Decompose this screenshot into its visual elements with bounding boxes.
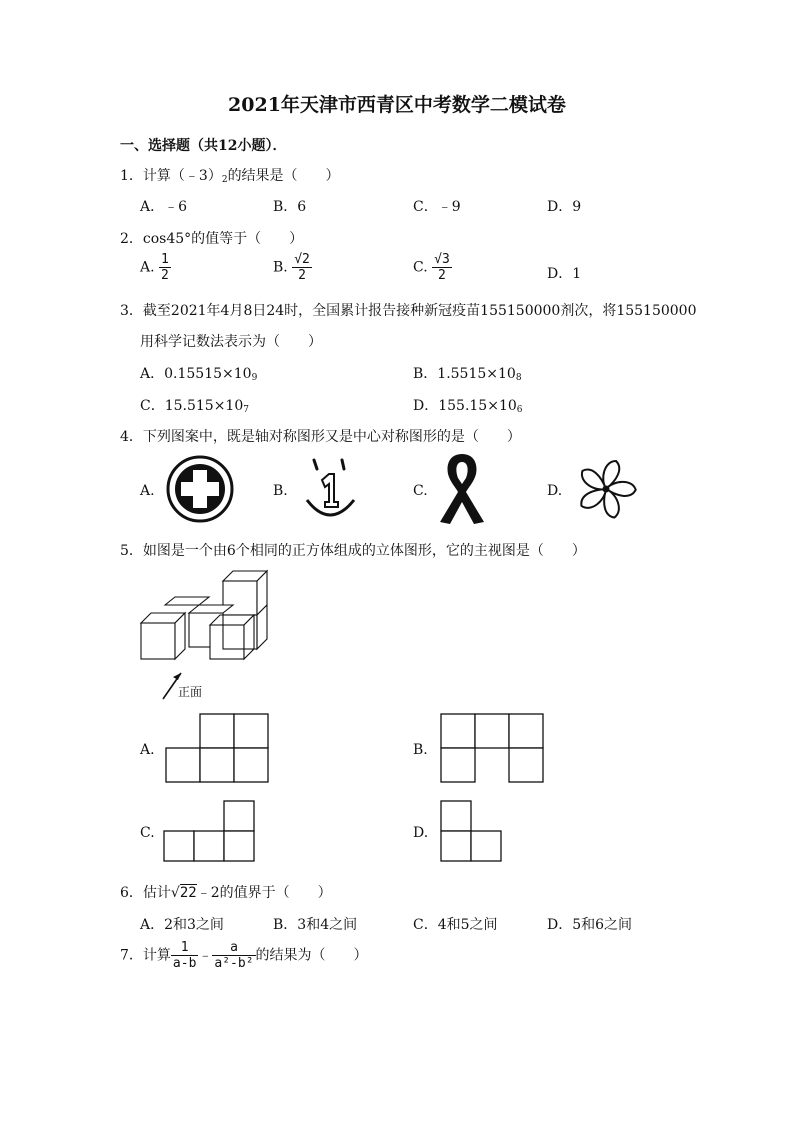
q7-minus: ﹣ bbox=[198, 947, 213, 964]
q2-c-fraction bbox=[432, 252, 452, 283]
q2-option-a bbox=[140, 252, 171, 283]
q5-option-d-label: D. bbox=[413, 825, 429, 841]
q5-option-a-label: A. bbox=[140, 742, 155, 758]
q4-option-d-label: D. bbox=[547, 483, 563, 499]
q6-post: ﹣2的值界于（ ） bbox=[196, 885, 332, 901]
question-2-stem: 2．cos45°的值等于（ ） bbox=[120, 231, 304, 247]
q5-option-a-view bbox=[165, 713, 271, 785]
q7-f1-num: 1 bbox=[171, 940, 198, 956]
q5-option-b-view bbox=[440, 713, 546, 785]
q7-post: 的结果为（ ） bbox=[255, 947, 368, 964]
q3-c-exp: 7 bbox=[243, 405, 249, 415]
q4-option-c-label: C. bbox=[413, 483, 428, 499]
q7-f2-num: a bbox=[212, 940, 255, 956]
q1-option-d: D．9 bbox=[547, 199, 582, 215]
q6-option-d: D．5和6之间 bbox=[547, 917, 633, 933]
q5-front-label: 正面 bbox=[178, 685, 203, 699]
q2-a-fraction bbox=[159, 252, 171, 283]
q4-option-b-label: B. bbox=[273, 483, 288, 499]
q6-option-b: B．3和4之间 bbox=[273, 917, 358, 933]
question-1-stem bbox=[120, 165, 340, 185]
q1-option-a: A．﹣6 bbox=[140, 199, 188, 215]
q3-option-b bbox=[413, 363, 522, 383]
q4-figure-a-cross-in-circle bbox=[164, 455, 236, 523]
page-title: 2021年天津市西青区中考数学二模试卷 bbox=[228, 94, 566, 116]
q2-b-fraction bbox=[292, 252, 312, 283]
q2-c-label: C. bbox=[413, 259, 428, 276]
q3-option-c bbox=[140, 395, 249, 415]
q5-option-c-label: C. bbox=[140, 825, 155, 841]
q6-option-a: A．2和3之间 bbox=[140, 917, 224, 933]
q2-a-num: 1 bbox=[161, 252, 169, 267]
q2-b-num: √2 bbox=[294, 252, 310, 267]
q2-b-den: 2 bbox=[298, 268, 306, 283]
q4-figure-b-smiley bbox=[302, 452, 360, 524]
question-3-line-2: 用科学记数法表示为（ ） bbox=[140, 334, 322, 350]
q3-a-exp: 9 bbox=[251, 373, 258, 383]
q1-exponent: 2 bbox=[221, 175, 228, 185]
q3-a-text: A．0.15515×10 bbox=[140, 366, 252, 382]
q4-figure-d-flower bbox=[570, 455, 642, 523]
q6-option-c: C．4和5之间 bbox=[413, 917, 498, 933]
q7-f2-den: a²-b² bbox=[214, 956, 254, 971]
q6-radicand: 22 bbox=[179, 885, 197, 901]
q2-a-den: 2 bbox=[161, 268, 169, 283]
q2-option-d: D．1 bbox=[547, 266, 582, 282]
question-7-stem bbox=[120, 940, 368, 971]
q1-option-b: B．6 bbox=[273, 199, 307, 215]
q3-d-text: D．155.15×10 bbox=[413, 398, 517, 414]
q2-c-den: 2 bbox=[438, 268, 446, 283]
q7-pre: 7．计算 bbox=[120, 947, 171, 964]
q3-b-exp: 8 bbox=[515, 373, 522, 383]
q1-option-c: C．﹣9 bbox=[413, 199, 461, 215]
q2-b-label: B. bbox=[273, 259, 288, 276]
q3-option-a bbox=[140, 363, 257, 383]
q2-option-b bbox=[273, 252, 312, 283]
q7-fraction-1 bbox=[171, 940, 198, 971]
q1-stem-post: 的结果是（ ） bbox=[227, 168, 340, 184]
q3-d-exp: 6 bbox=[516, 405, 523, 415]
q5-cube-stack-figure bbox=[135, 565, 285, 705]
question-6-stem bbox=[120, 882, 332, 902]
q7-fraction-2 bbox=[212, 940, 255, 971]
q6-sqrt-sign: √ bbox=[170, 885, 180, 901]
q4-figure-c-ribbon bbox=[436, 452, 488, 526]
q3-b-text: B．1.5515×10 bbox=[413, 366, 516, 382]
q5-option-d-view bbox=[440, 800, 506, 864]
q5-option-c-view bbox=[163, 800, 259, 864]
q5-option-b-label: B. bbox=[413, 742, 428, 758]
q4-option-a-label: A. bbox=[140, 483, 155, 499]
q3-option-d bbox=[413, 395, 523, 415]
question-3-line-1: 3．截至2021年4月8日24时，全国累计报告接种新冠疫苗155150000剂次，将155150000 bbox=[120, 303, 697, 319]
q2-c-num: √3 bbox=[434, 252, 450, 267]
section-heading: 一、选择题（共12小题）． bbox=[120, 138, 287, 154]
q1-stem-pre: 1．计算（﹣3） bbox=[120, 168, 222, 184]
q6-pre: 6．估计 bbox=[120, 885, 171, 901]
q7-f1-den: a-b bbox=[172, 956, 197, 971]
question-4-stem: 4．下列图案中，既是轴对称图形又是中心对称图形的是（ ） bbox=[120, 429, 521, 445]
q2-a-label: A. bbox=[140, 259, 155, 276]
question-5-stem: 5．如图是一个由6个相同的正方体组成的立体图形，它的主视图是（ ） bbox=[120, 543, 586, 559]
q3-c-text: C．15.515×10 bbox=[140, 398, 244, 414]
q2-option-c bbox=[413, 252, 452, 283]
